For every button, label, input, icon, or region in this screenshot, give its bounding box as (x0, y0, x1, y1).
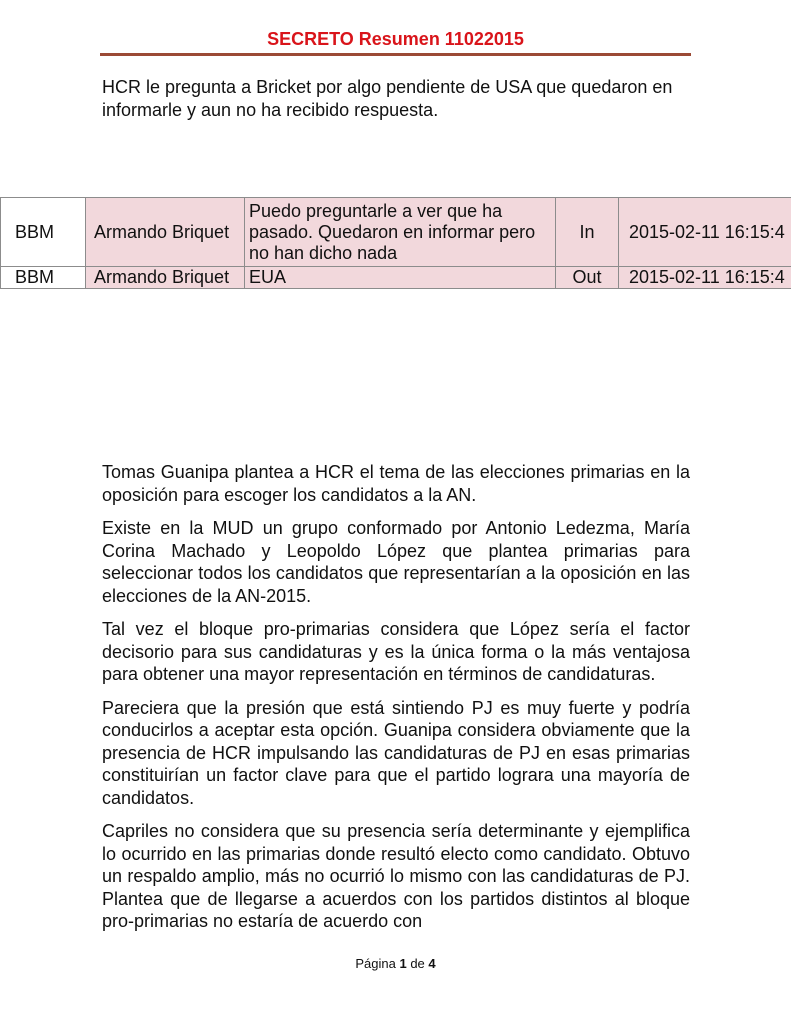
intro-paragraph: HCR le pregunta a Bricket por algo pendiente de USA que quedaron en informarle y aun no ha recibido respuesta. (102, 77, 673, 120)
table-row (1, 198, 791, 267)
timestamp-cell: 2015-02-11 16:15:4 (619, 267, 791, 289)
message-log-table (0, 197, 791, 289)
page-number (0, 956, 791, 972)
body-text (102, 461, 690, 944)
message-type-cell: BBM (1, 198, 86, 267)
direction-cell: In (556, 198, 619, 267)
paragraph: Existe en la MUD un grupo conformado por Antonio Ledezma, María Corina Machado y Leopoldo López que plantea primarias para seleccionar todos los candidatos que representarían a la oposición en las elecciones de la AN-2015. (102, 518, 690, 606)
timestamp-cell: 2015-02-11 16:15:4 (619, 198, 791, 267)
paragraph: Capriles no considera que su presencia sería determinante y ejemplifica lo ocurrido en las primarias donde resultó electo como candidato. Obtuvo un respaldo amplio, más no ocurrió lo mismo con las candidaturas de PJ. Plantea que de llegarse a acuerdos con los partidos distintos al bloque pro-primarias no estaría de acuerdo con (102, 821, 690, 931)
paragraph: Tomas Guanipa plantea a HCR el tema de las elecciones primarias en la oposición para escoger los candidatos a la AN. (102, 462, 690, 505)
page-of-label: de (410, 956, 425, 971)
table-row (1, 267, 791, 289)
page-current: 1 (399, 956, 407, 971)
page-total: 4 (428, 956, 436, 971)
message-type-cell: BBM (1, 267, 86, 289)
title-divider (100, 53, 691, 56)
document-title: SECRETO Resumen 11022015 (267, 29, 524, 49)
contact-cell: Armando Briquet (86, 267, 245, 289)
page-label: Página (355, 956, 396, 971)
contact-cell: Armando Briquet (86, 198, 245, 267)
message-text-cell: EUA (245, 267, 556, 289)
message-text-cell: Puedo preguntarle a ver que ha pasado. Quedaron en informar pero no han dicho nada (245, 198, 556, 267)
direction-cell: Out (556, 267, 619, 289)
paragraph: Tal vez el bloque pro-primarias considera que López sería el factor decisorio para sus candidaturas y es la única forma o la más ventajosa para obtener una mayor representación en términos de candidaturas. (102, 619, 690, 684)
paragraph: Pareciera que la presión que está sintiendo PJ es muy fuerte y podría conducirlos a aceptar esta opción. Guanipa considera obviamente que la presencia de HCR impulsando las candidaturas de PJ en esas primarias constituirían un factor clave para que el partido lograra una mayoría de candidatos. (102, 697, 690, 808)
